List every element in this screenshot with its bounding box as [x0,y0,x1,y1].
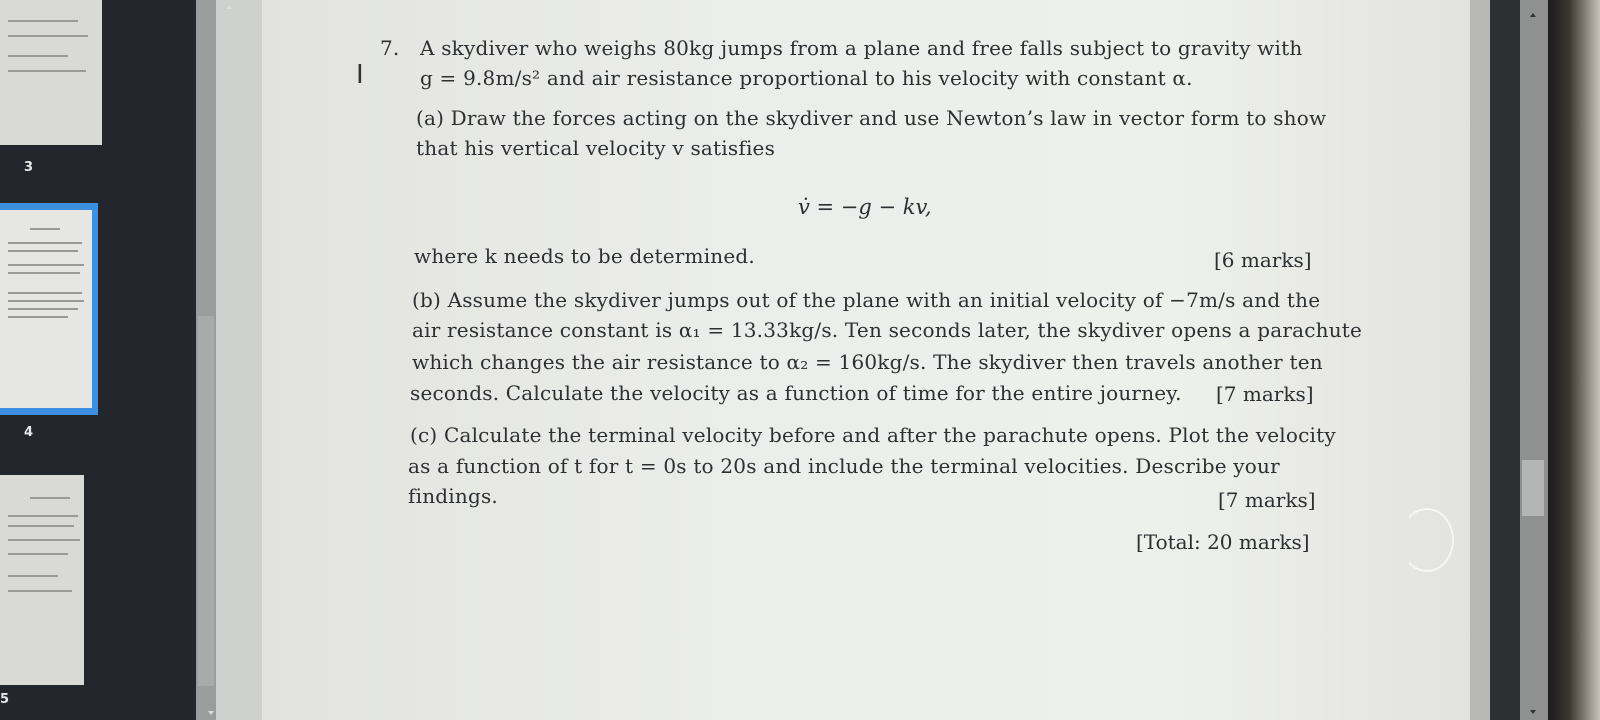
text-cursor-icon: I [356,60,364,90]
document-scrollbar[interactable] [1520,0,1548,720]
part-c-text: (c) Calculate the terminal velocity before and after the parachute opens. Plot the velocity [410,423,1336,447]
question-number: 7. [380,36,400,60]
part-c-text: as a function of t for t = 0s to 20s and include the terminal velocities. Describe your [408,454,1280,478]
scroll-down-arrow-icon[interactable] [1530,710,1536,714]
part-a-marks: [6 marks] [1214,248,1312,272]
page-number-label: 5 [0,692,10,707]
scroll-up-arrow-icon[interactable] [226,5,232,9]
page-thumbnail-4[interactable] [0,475,84,685]
thumbnail-sidebar [0,0,200,720]
viewer-gutter [216,0,262,720]
part-b-text: seconds. Calculate the velocity as a function of time for the entire journey. [410,381,1182,405]
question-intro-line: g = 9.8m/s² and air resistance proportional to his velocity with constant α. [420,66,1193,90]
sidebar-scrollbar-thumb[interactable] [198,316,214,686]
monitor-bezel [1548,0,1600,720]
annotation-mark [1400,508,1454,572]
part-b-text: which changes the air resistance to α₂ = 160kg/s. The skydiver then travels another ten [412,350,1323,374]
part-c-marks: [7 marks] [1218,488,1316,512]
scroll-up-arrow-icon[interactable] [1530,13,1536,17]
part-b-marks: [7 marks] [1216,382,1314,406]
document-scrollbar-thumb[interactable] [1522,460,1544,516]
page-thumbnail-3[interactable] [0,210,92,408]
page-thumbnail-2[interactable] [0,0,102,145]
part-b-text: air resistance constant is α₁ = 13.33kg/s. Ten seconds later, the skydiver opens a parachute [412,318,1363,342]
part-b-text: (b) Assume the skydiver jumps out of the plane with an initial velocity of −7m/s and the [412,288,1321,312]
question-intro-line: A skydiver who weighs 80kg jumps from a plane and free falls subject to gravity with [420,36,1303,60]
part-c-text: findings. [408,484,498,508]
page-edge [1470,0,1490,720]
part-a-text: where k needs to be determined. [414,244,755,268]
page-number-label: 4 [24,425,34,440]
scroll-down-arrow-icon[interactable] [208,711,214,715]
differential-equation: v̇ = −g − kv, [798,195,932,219]
page-number-label: 3 [24,160,34,175]
total-marks: [Total: 20 marks] [1136,530,1310,554]
part-a-text: (a) Draw the forces acting on the skydiver and use Newton’s law in vector form to show [416,106,1327,130]
part-a-text: that his vertical velocity v satisfies [416,136,776,160]
